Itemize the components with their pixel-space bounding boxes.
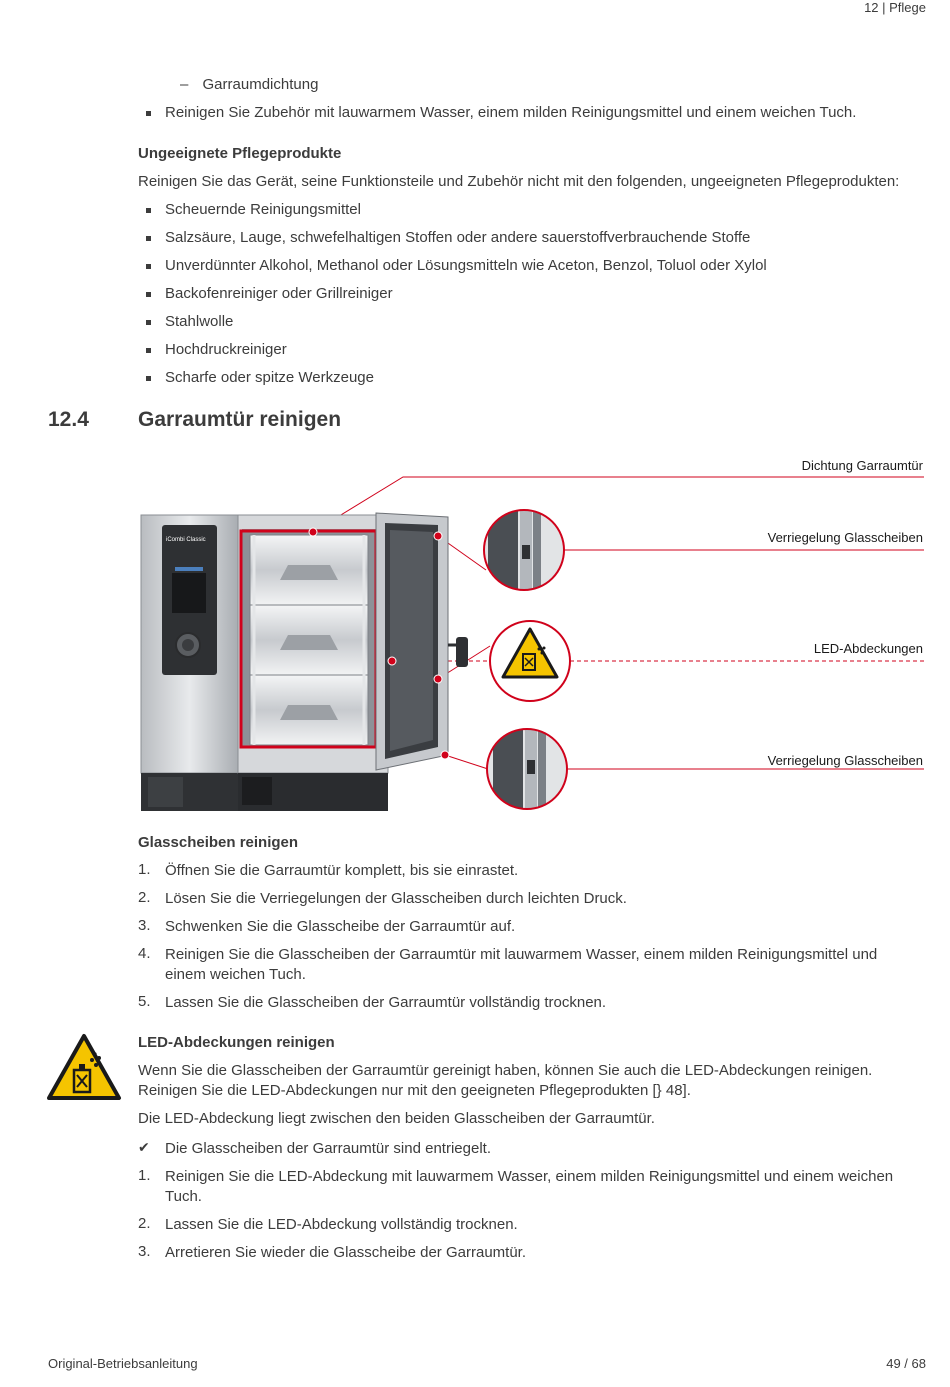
callout-lock-top: Verriegelung Glasscheiben bbox=[767, 530, 923, 545]
precondition-item bbox=[0, 1139, 950, 1159]
bullet-text: Stahlwolle bbox=[165, 313, 234, 330]
list-item bbox=[0, 889, 950, 909]
step-number: 3. bbox=[138, 917, 151, 934]
dash-item-text: Garraumdichtung bbox=[202, 76, 319, 93]
bullet-text: Backofenreiniger oder Grillreiniger bbox=[165, 285, 393, 302]
step-number: 1. bbox=[138, 1167, 151, 1184]
step-text-continued: Tuch. bbox=[165, 1188, 202, 1205]
dash-marker: – bbox=[180, 76, 189, 93]
paragraph-led-location: Die LED-Abdeckung liegt zwischen den beiden Glasscheiben der Garraumtür. bbox=[138, 1110, 655, 1127]
footer-page-number: 49 / 68 bbox=[886, 1356, 926, 1371]
step-text: Lösen Sie die Verriegelungen der Glasscheiben durch leichten Druck. bbox=[165, 890, 627, 907]
checkmark-icon: ✔ bbox=[138, 1139, 150, 1155]
step-text: Lassen Sie die LED-Abdeckung vollständig trocknen. bbox=[165, 1216, 518, 1233]
brand-label: iCombi Classic bbox=[166, 537, 206, 543]
step-text: Reinigen Sie die Glasscheiben der Garraumtür mit lauwarmem Wasser, einem milden Reinigungsmittel und bbox=[165, 946, 878, 963]
subheading-led: LED-Abdeckungen reinigen bbox=[138, 1034, 335, 1051]
subheading-glass: Glasscheiben reinigen bbox=[138, 834, 299, 851]
bullet-text: Hochdruckreiniger bbox=[165, 341, 287, 358]
list-item bbox=[0, 861, 950, 881]
subheading-unsuitable: Ungeeignete Pflegeprodukte bbox=[138, 145, 342, 162]
bullet-item bbox=[146, 256, 767, 276]
bullet-item bbox=[146, 340, 287, 360]
warning-icon bbox=[46, 1032, 122, 1102]
step-number: 2. bbox=[138, 889, 151, 906]
paragraph-led-line1: Wenn Sie die Glasscheiben der Garraumtür gereinigt haben, können Sie auch die LED-Abdeckungen reinigen. bbox=[138, 1062, 873, 1079]
bullet-text: Reinigen Sie Zubehör mit lauwarmem Wasser, einem milden Reinigungsmittel und einem weichen Tuch. bbox=[165, 104, 857, 121]
step-text: Lassen Sie die Glasscheiben der Garraumtür vollständig trocknen. bbox=[165, 994, 607, 1011]
bullet-text: Unverdünnter Alkohol, Methanol oder Lösungsmitteln wie Aceton, Benzol, Toluol oder Xylol bbox=[165, 257, 767, 274]
section-title: Garraumtür reinigen bbox=[138, 408, 342, 431]
step-number: 1. bbox=[138, 861, 151, 878]
list-item bbox=[0, 1167, 950, 1207]
bullet-text: Scheuernde Reinigungsmittel bbox=[165, 201, 361, 218]
step-text: Reinigen Sie die LED-Abdeckung mit lauwarmem Wasser, einem milden Reinigungsmittel und einem weichen bbox=[165, 1168, 894, 1185]
bullet-item bbox=[146, 284, 393, 304]
step-text: Arretieren Sie wieder die Glasscheibe der Garraumtür. bbox=[165, 1244, 526, 1261]
bullet-text: Salzsäure, Lauge, schwefelhaltigen Stoffen oder andere sauerstoffverbrauchende Stoffe bbox=[165, 229, 751, 246]
step-number: 2. bbox=[138, 1215, 151, 1232]
step-number: 3. bbox=[138, 1243, 151, 1260]
list-item bbox=[0, 1243, 950, 1263]
footer-document-title: Original-Betriebsanleitung bbox=[48, 1356, 198, 1371]
precondition-text: Die Glasscheiben der Garraumtür sind entriegelt. bbox=[165, 1140, 491, 1157]
dash-list-item bbox=[180, 75, 318, 95]
bullet-item bbox=[146, 368, 374, 388]
list-item bbox=[0, 993, 950, 1013]
list-item bbox=[0, 945, 950, 985]
step-text-continued: einem weichen Tuch. bbox=[165, 966, 306, 983]
page-header-section: 12 | Pflege bbox=[864, 0, 926, 15]
step-text: Öffnen Sie die Garraumtür komplett, bis sie einrastet. bbox=[165, 862, 519, 879]
paragraph-unsuitable-intro: Reinigen Sie das Gerät, seine Funktionsteile und Zubehör nicht mit den folgenden, ungeeigneten Pflegeprodukten: bbox=[138, 173, 900, 190]
callout-lock-bottom: Verriegelung Glasscheiben bbox=[767, 753, 923, 768]
section-number: 12.4 bbox=[48, 408, 89, 431]
list-item bbox=[0, 917, 950, 937]
step-text: Schwenken Sie die Glasscheibe der Garraumtür auf. bbox=[165, 918, 516, 935]
bullet-item bbox=[146, 312, 233, 332]
callout-led: LED-Abdeckungen bbox=[813, 641, 923, 656]
step-number: 5. bbox=[138, 993, 151, 1010]
warning-icon-graphic bbox=[46, 1032, 122, 1102]
list-item bbox=[0, 1215, 950, 1235]
bullet-text: Scharfe oder spitze Werkzeuge bbox=[165, 369, 374, 386]
bullet-item bbox=[146, 200, 361, 220]
callout-seal: Dichtung Garraumtür bbox=[801, 458, 923, 473]
bullet-item bbox=[146, 103, 856, 123]
step-number: 4. bbox=[138, 945, 151, 962]
paragraph-led-line2: Reinigen Sie die LED-Abdeckungen nur mit den geeigneten Pflegeprodukten [} 48]. bbox=[138, 1082, 691, 1099]
bullet-item bbox=[146, 228, 750, 248]
